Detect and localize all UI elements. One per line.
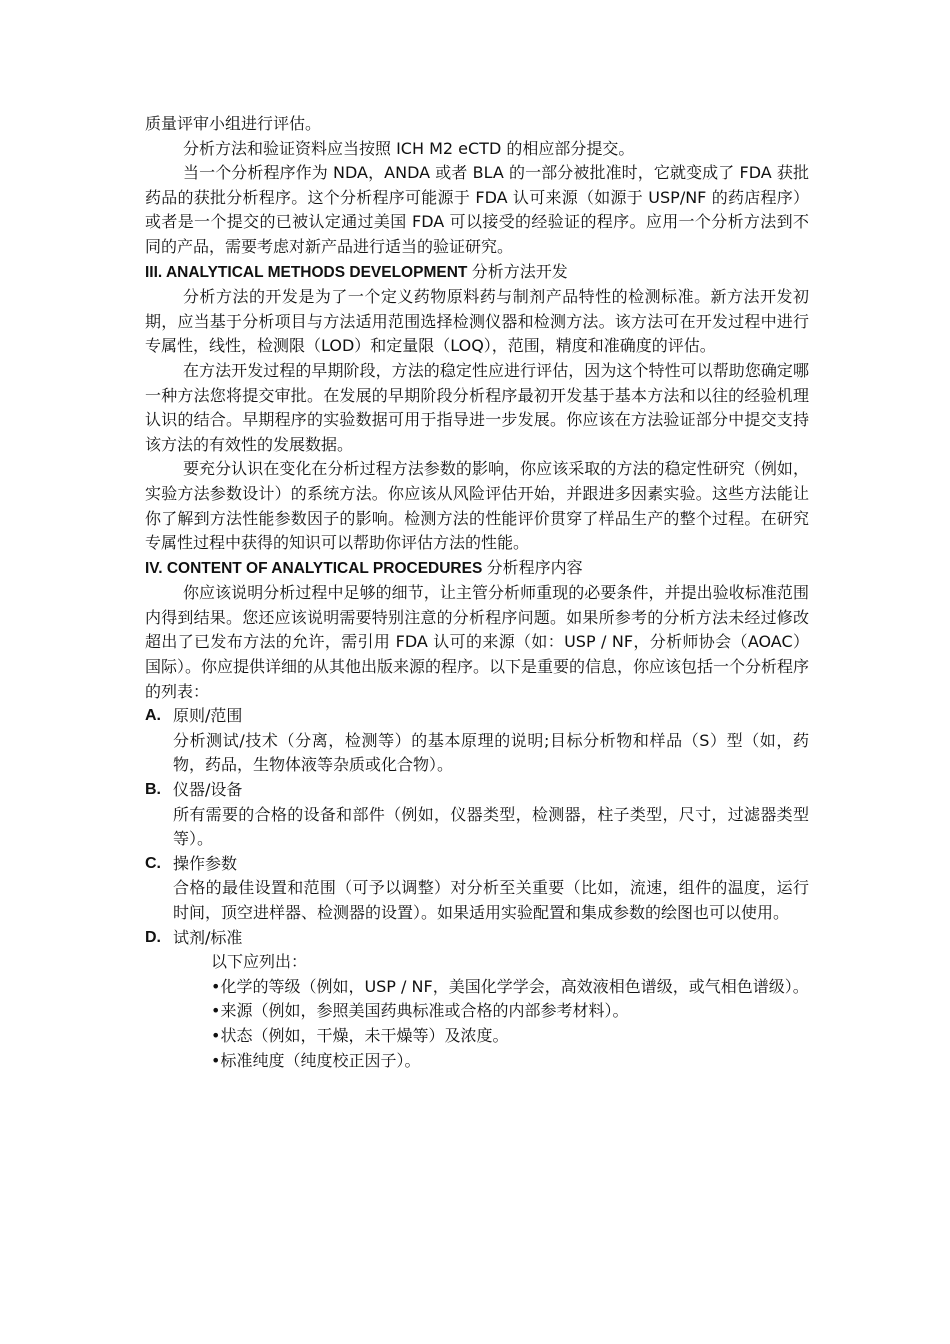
list-item-body: 分析测试/技术（分离，检测等）的基本原理的说明;目标分析物和样品（S）型（如，药物，药品，生物体液等杂质或化合物）。 [173,730,809,775]
bullet-chemical-grade: •化学的等级（例如，USP / NF，美国化学学会，高效液相色谱级，或气相色谱级）。 [211,976,809,996]
section-heading-zh: 分析程序内容 [486,557,583,577]
list-item-title: 仪器/设备 [173,780,243,800]
paragraph-continuation: 质量评审小组进行评估。 [145,114,322,133]
list-item-principle-scope [145,704,809,778]
list-item-body: 所有需要的合格的设备和部件（例如，仪器类型，检测器，柱子类型，尺寸，过滤器类型等）。 [173,804,809,849]
paragraph-development-3: 要充分认识在变化在分析过程方法参数的影响，你应该采取的方法的稳定性研究（例如，实验方法参数设计）的系统方法。你应该从风险评估开始，并跟进多因素实验。这些方法能让你了解到方法性能参数因子的影响。检测方法的性能评价贯穿了样品生产的整个过程。在研究专属性过程中获得的知识可以帮助你评估方法的性能。 [145,459,809,553]
list-item-letter: A. [145,707,161,725]
list-item-body: 合格的最佳设置和范围（可予以调整）对分析至关重要（比如，流速，组件的温度，运行时间，顶空进样器、检测器的设置）。如果适用实验配置和集成参数的绘图也可以使用。 [173,878,809,922]
list-item-reagents-standards [145,926,809,1074]
paragraph-development-2: 在方法开发过程的早期阶段，方法的稳定性应进行评估，因为这个特性可以帮助您确定哪一种方法您将提交审批。在发展的早期阶段分析程序最初开发基于基本方法和以往的经验机理认识的结合。早期程序的实验数据可用于指导进一步发展。你应该在方法验证部分中提交支持该方法的有效性的发展数据。 [145,360,809,454]
section-heading-zh: 分析方法开发 [471,261,568,281]
list-item-title: 原则/范围 [173,706,243,726]
section-heading-content-of-procedures [145,556,809,582]
paragraph-approved-procedure: 当一个分析程序作为 NDA，ANDA 或者 BLA 的一部分被批准时，它就变成了 FDA 获批药品的获批分析程序。这个分析程序可能源于 FDA 认可来源（如源于 USP/NF 的药店程序）或者是一个提交的已被认定通过美国 FDA 可以接受的经验证的程序。应用一个分析方法到不同的产品，需要考虑对新产品进行适当的验证研究。 [145,163,809,256]
list-item-letter: C. [145,854,161,872]
list-item-title: 试剂/标准 [173,927,243,947]
list-item-letter: D. [145,928,161,946]
bullet-standard-purity: •标准纯度（纯度校正因子）。 [211,1050,421,1070]
list-item-title: 操作参数 [173,853,238,873]
bullet-state-concentration: •状态（例如，干燥，未干燥等）及浓度。 [211,1025,509,1045]
paragraph-development-1: 分析方法的开发是为了一个定义药物原料药与制剂产品特性的检测标准。新方法开发初期，应当基于分析项目与方法适用范围选择检测仪器和检测方法。该方法可在开发过程中进行专属性，线性，检测限（LOD）和定量限（LOQ），范围，精度和准确度的评估。 [145,287,809,356]
list-item-intro: 以下应列出： [211,952,308,972]
document-page [145,112,809,1073]
paragraph-submission: 分析方法和验证资料应当按照 ICH M2 eCTD 的相应部分提交。 [183,138,635,158]
section-heading-en: III. ANALYTICAL METHODS DEVELOPMENT [145,263,468,281]
section-heading-methods-development [145,260,809,286]
list-item-letter: B. [145,781,161,799]
list-item-apparatus-equipment [145,778,809,852]
list-item-operating-parameters [145,852,809,926]
bullet-source: •来源（例如，参照美国药典标准或合格的内部参考材料）。 [211,1001,629,1021]
section-heading-en: IV. CONTENT OF ANALYTICAL PROCEDURES [145,559,483,577]
paragraph-content-intro: 你应该说明分析过程中足够的细节，让主管分析师重现的必要条件，并提出验收标准范围内得到结果。您还应该说明需要特别注意的分析程序问题。如果所参考的分析方法未经过修改超出了已发布方法的允许，需引用 FDA 认可的来源（如：USP / NF，分析师协会（AOAC）国际）。你应提供详细的从其他出版来源的程序。以下是重要的信息，你应该包括一个分析程序的列表： [145,583,810,701]
